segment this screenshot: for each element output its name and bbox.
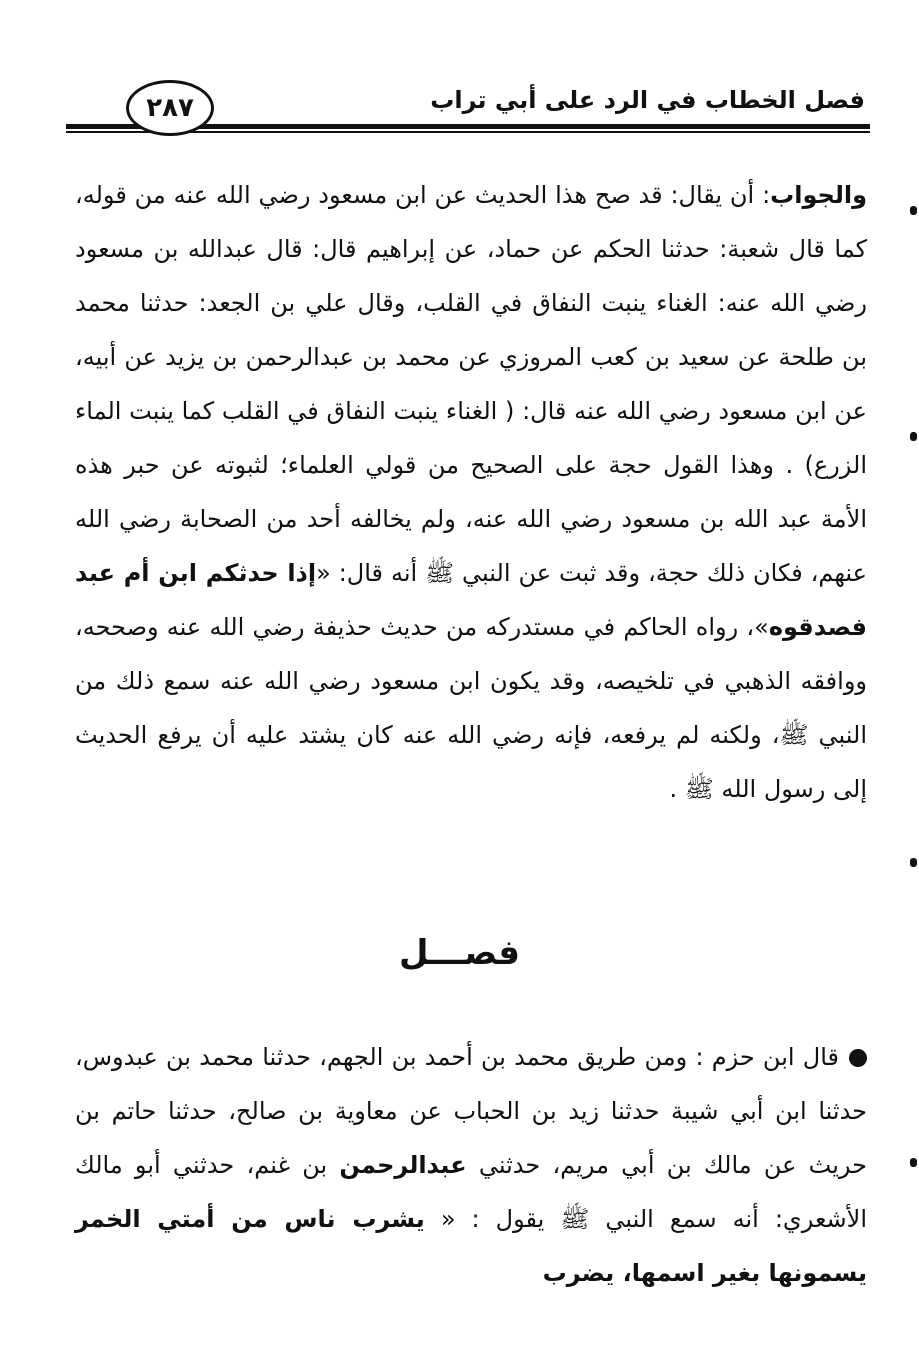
narrator-name: عبدالرحمن	[339, 1151, 467, 1179]
page-number: ٢٨٧	[126, 80, 214, 136]
section-heading: فصـــل	[399, 933, 520, 973]
answer-lead: والجواب	[770, 181, 867, 209]
margin-mark	[910, 858, 917, 867]
hadith-quote: إذا حدثكم ابن أم عبد فصدقوه	[75, 559, 867, 641]
paragraph-answer	[75, 168, 867, 816]
paragraph-text: قال ابن حزم : ومن طريق محمد بن أحمد بن الجهم، حدثنا محمد بن عبدوس، حدثنا ابن أبي شيبة حدثنا زيد بن الحباب عن معاوية بن صالح، حدثنا حاتم بن حريث عن مالك بن أبي مريم، حدثني	[75, 1043, 867, 1179]
margin-mark	[910, 1158, 917, 1167]
hadith-quote: يشرب ناس من أمتي الخمر يسمونها بغير اسمها، يضرب	[75, 1205, 867, 1287]
margin-mark	[910, 206, 917, 215]
paragraph-text: »، رواه الحاكم في مستدركه من حديث حذيفة رضي الله عنه وصححه، ووافقه الذهبي في تلخيصه، وقد يكون ابن مسعود رضي الله عنه سمع ذلك من النبي ﷺ، ولكنه لم يرفعه، فإنه رضي الله عنه كان يشتد عليه أن يرفع الحديث إلى رسول الله ﷺ .	[75, 613, 867, 803]
margin-mark	[910, 432, 917, 441]
paragraph-text: بن غنم، حدثني أبو مالك الأشعري: أنه سمع النبي ﷺ يقول : «	[75, 1151, 867, 1233]
bullet-icon	[849, 1049, 867, 1067]
paragraph-ibn-hazm	[75, 1030, 867, 1300]
paragraph-text: : أن يقال: قد صح هذا الحديث عن ابن مسعود رضي الله عنه من قوله، كما قال شعبة: حدثنا الحكم عن حماد، عن إبراهيم قال: قال عبدالله بن مسعود رضي الله عنه: الغناء ينبت النفاق في القلب، وقال علي بن الجعد: حدثنا محمد بن طلحة عن سعيد بن كعب المروزي عن محمد بن عبدالرحمن بن يزيد عن أبيه، عن ابن مسعود رضي الله عنه قال: ( الغناء ينبت النفاق في القلب كما ينبت الماء الزرع) . وهذا القول حجة على الصحيح من قولي العلماء؛ لثبوته عن حبر هذه الأمة عبد الله بن مسعود رضي الله عنه، ولم يخالفه أحد من الصحابة رضي الله عنهم، فكان ذلك حجة، وقد ثبت عن النبي ﷺ أنه قال: «	[75, 181, 867, 587]
running-title: فصل الخطاب في الرد على أبي تراب	[430, 86, 865, 114]
